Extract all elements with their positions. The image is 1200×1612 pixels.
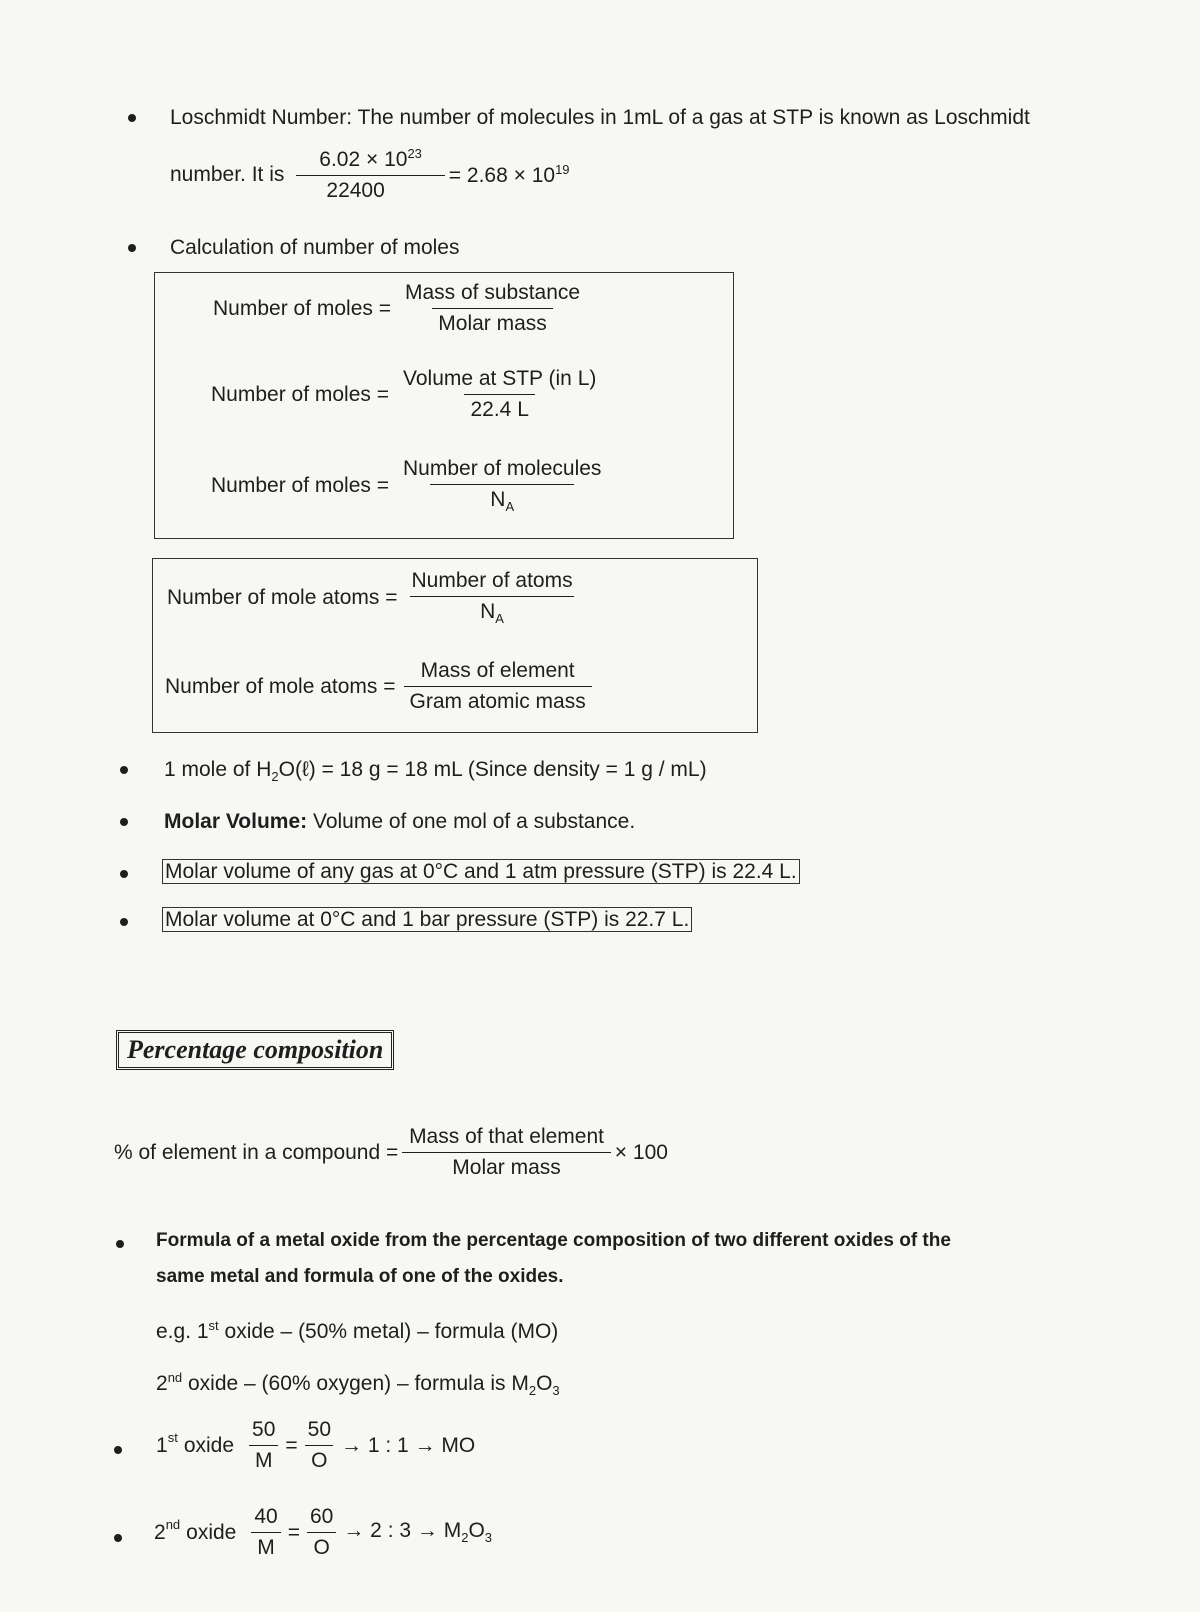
water-mole-line	[164, 758, 707, 784]
o2-res-b: O	[468, 1519, 485, 1543]
molar-volume-definition: Volume of one mol of a substance.	[312, 810, 636, 833]
bullet	[114, 1446, 122, 1454]
o1-result: → 1 : 1 → MO	[341, 1433, 476, 1457]
bullet	[116, 1240, 124, 1248]
loschmidt-result-text: = 2.68 × 10	[448, 163, 556, 187]
molar-volume-line	[164, 810, 635, 834]
o1-n1: 50	[252, 1418, 276, 1441]
moles-fraction-2	[397, 367, 602, 422]
mole-atoms-f1-den-wrap	[410, 596, 574, 626]
water-suffix: O(ℓ) = 18 g = 18 mL (Since density = 1 g / mL)	[278, 758, 707, 781]
moles-label: Number of moles =	[213, 296, 391, 320]
o2-sub1: 2	[461, 1530, 469, 1546]
o2-d1: M	[251, 1532, 281, 1560]
o2-sub2: 3	[484, 1530, 493, 1546]
moles-f3-den: N	[490, 488, 506, 511]
eg1-b: oxide – (50% metal) – formula (MO)	[224, 1320, 559, 1343]
mole-atoms-f2-num: Mass of element	[420, 659, 575, 682]
water-sub: 2	[271, 769, 279, 785]
loschmidt-prefix: number. It is	[170, 162, 285, 186]
mole-atoms-fraction-2	[404, 659, 592, 714]
o2-result	[343, 1519, 492, 1545]
percentage-den: Molar mass	[402, 1152, 611, 1180]
o1-fraction-1	[246, 1418, 281, 1473]
o2-fraction-2	[304, 1505, 339, 1560]
loschmidt-line1: Loschmidt Number: The number of molecules in 1mL of a gas at STP is known as Loschmidt	[170, 106, 1030, 129]
o2-equals: =	[287, 1520, 300, 1544]
eg2-c: O	[536, 1372, 553, 1395]
mole-atoms-label: Number of mole atoms =	[167, 585, 398, 609]
o1-n2: 50	[307, 1418, 331, 1441]
percentage-formula	[114, 1125, 668, 1180]
eg2-a: 2	[156, 1372, 168, 1395]
o2-n2: 60	[309, 1505, 334, 1528]
moles-formula-1	[213, 281, 590, 336]
bullet	[128, 114, 136, 122]
eg2-b: oxide – (60% oxygen) – formula is M	[188, 1372, 529, 1395]
eg1-a: e.g. 1	[156, 1320, 209, 1343]
loschmidt-den: 22400	[326, 179, 385, 202]
loschmidt-result-exp: 19	[555, 161, 570, 177]
moles-f3-den-wrap	[430, 484, 574, 514]
mole-atoms-formula-2	[165, 659, 596, 714]
o1-a: 1	[156, 1433, 168, 1457]
o2-n1: 40	[254, 1505, 278, 1528]
bullet	[120, 918, 128, 926]
moles-fraction-3	[397, 457, 607, 514]
o1-d2: O	[305, 1445, 333, 1473]
molar-volume-stp2-text: Molar volume at 0°C and 1 bar pressure (STP) is 22.7 L.	[162, 907, 692, 932]
mole-atoms-fraction-1	[406, 569, 579, 626]
moles-f1-den: Molar mass	[432, 308, 553, 336]
water-prefix: 1 mole of H	[164, 758, 272, 781]
o2-res-a: → 2 : 3 → M	[343, 1519, 462, 1543]
moles-formula-2	[211, 367, 606, 422]
o1-equals: =	[285, 1433, 298, 1457]
moles-f2-num: Volume at STP (in L)	[403, 367, 597, 390]
eg1-sup: st	[208, 1318, 219, 1333]
bullet	[120, 870, 128, 878]
bullet	[120, 766, 128, 774]
bullet	[128, 244, 136, 252]
mole-atoms-label: Number of mole atoms =	[165, 674, 396, 698]
o2-sup: nd	[165, 1517, 181, 1532]
bullet	[114, 1534, 122, 1542]
percentage-label: % of element in a compound =	[114, 1140, 399, 1164]
eg2-sub2: 3	[552, 1383, 560, 1399]
mole-atoms-f2-den: Gram atomic mass	[404, 686, 592, 714]
oxide-calc-2	[154, 1505, 492, 1560]
percentage-heading: Percentage composition	[116, 1030, 394, 1070]
loschmidt-result	[449, 162, 570, 188]
bullet	[120, 818, 128, 826]
molar-volume-stp1-text: Molar volume of any gas at 0°C and 1 atm pressure (STP) is 22.4 L.	[162, 859, 800, 884]
o1-b: oxide	[183, 1433, 235, 1457]
moles-calc-title: Calculation of number of moles	[170, 236, 460, 259]
mole-atoms-f1-den-sub: A	[495, 611, 504, 627]
moles-f1-num: Mass of substance	[405, 281, 581, 304]
loschmidt-num-exp: 23	[407, 146, 422, 161]
metal-oxide-example-2	[156, 1370, 560, 1398]
molar-volume-term: Molar Volume:	[164, 810, 308, 833]
moles-f3-num: Number of molecules	[403, 457, 602, 480]
percentage-num: Mass of that element	[409, 1125, 604, 1148]
moles-f2-den: 22.4 L	[464, 394, 534, 422]
mole-atoms-f1-num: Number of atoms	[411, 569, 573, 592]
loschmidt-num: 6.02 × 10	[319, 148, 408, 171]
o2-b: oxide	[186, 1520, 237, 1544]
moles-label: Number of moles =	[211, 473, 389, 497]
metal-oxide-line1: Formula of a metal oxide from the percentage composition of two different oxides of the	[156, 1230, 951, 1251]
o1-d1: M	[249, 1445, 279, 1473]
molar-volume-stp1	[162, 860, 800, 884]
metal-oxide-example-1	[156, 1318, 558, 1344]
mole-atoms-f1-den: N	[480, 600, 496, 623]
moles-label: Number of moles =	[211, 382, 389, 406]
percentage-fraction	[402, 1125, 611, 1180]
moles-fraction-1	[399, 281, 586, 336]
mole-atoms-formula-1	[167, 569, 583, 626]
metal-oxide-line2: same metal and formula of one of the oxides.	[156, 1266, 564, 1287]
eg2-sup: nd	[167, 1370, 183, 1385]
eg2-sub1: 2	[528, 1383, 537, 1399]
loschmidt-line2	[170, 146, 570, 203]
moles-f3-den-sub: A	[505, 499, 515, 515]
loschmidt-fraction	[296, 146, 444, 203]
moles-formula-box	[154, 272, 734, 539]
oxide-calc-1	[156, 1418, 475, 1473]
o2-d2: O	[307, 1532, 335, 1560]
o2-a: 2	[154, 1520, 166, 1544]
o1-fraction-2	[302, 1418, 337, 1473]
o1-sup: st	[167, 1430, 178, 1445]
o2-fraction-1	[248, 1505, 283, 1560]
molar-volume-stp2	[162, 908, 692, 932]
moles-formula-3	[211, 457, 611, 514]
percentage-times: × 100	[614, 1140, 668, 1164]
mole-atoms-box	[152, 558, 758, 733]
